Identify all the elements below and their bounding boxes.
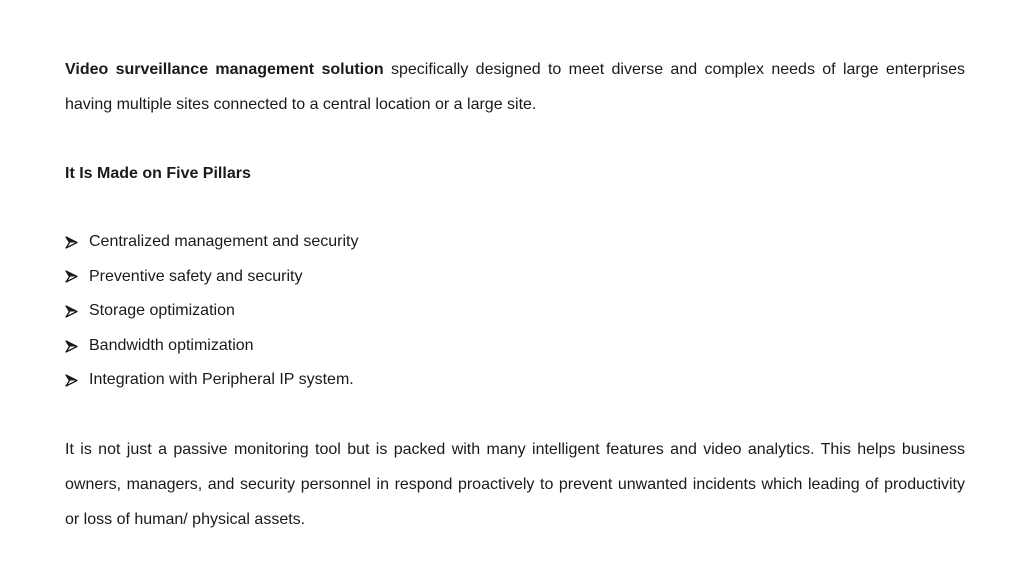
intro-paragraph <box>65 52 965 122</box>
pillar-text: Centralized management and security <box>89 233 359 250</box>
pillars-list <box>65 225 965 398</box>
list-item <box>65 363 965 398</box>
arrow-bullet-icon <box>65 270 89 283</box>
document-page <box>65 52 965 537</box>
pillar-text: Preventive safety and security <box>89 267 303 285</box>
pillar-text: Storage optimization <box>89 302 235 320</box>
arrow-bullet-icon <box>65 305 89 318</box>
intro-text: specifically designed to meet diverse and complex needs of large enterprises having multiple sites connected to a central location or a large site. <box>65 61 966 113</box>
list-item <box>65 329 965 364</box>
arrow-bullet-icon <box>65 236 89 249</box>
arrow-bullet-icon <box>65 340 89 353</box>
pillar-text: Integration with Peripheral IP system. <box>89 371 354 389</box>
closing-paragraph: It is not just a passive monitoring tool but is packed with many intelligent features and video analytics. This helps business owners, managers, and security personnel in respond proactively to prevent unwanted incidents which leading of productivity or loss of human/ physical assets. <box>65 440 965 528</box>
pillar-text: Bandwidth optimization <box>89 336 254 354</box>
pillars-heading: It Is Made on Five Pillars <box>65 165 251 182</box>
list-item <box>65 225 965 260</box>
arrow-bullet-icon <box>65 374 89 387</box>
list-item <box>65 260 965 295</box>
intro-bold-phrase: Video surveillance management solution <box>65 61 384 78</box>
list-item <box>65 294 965 329</box>
